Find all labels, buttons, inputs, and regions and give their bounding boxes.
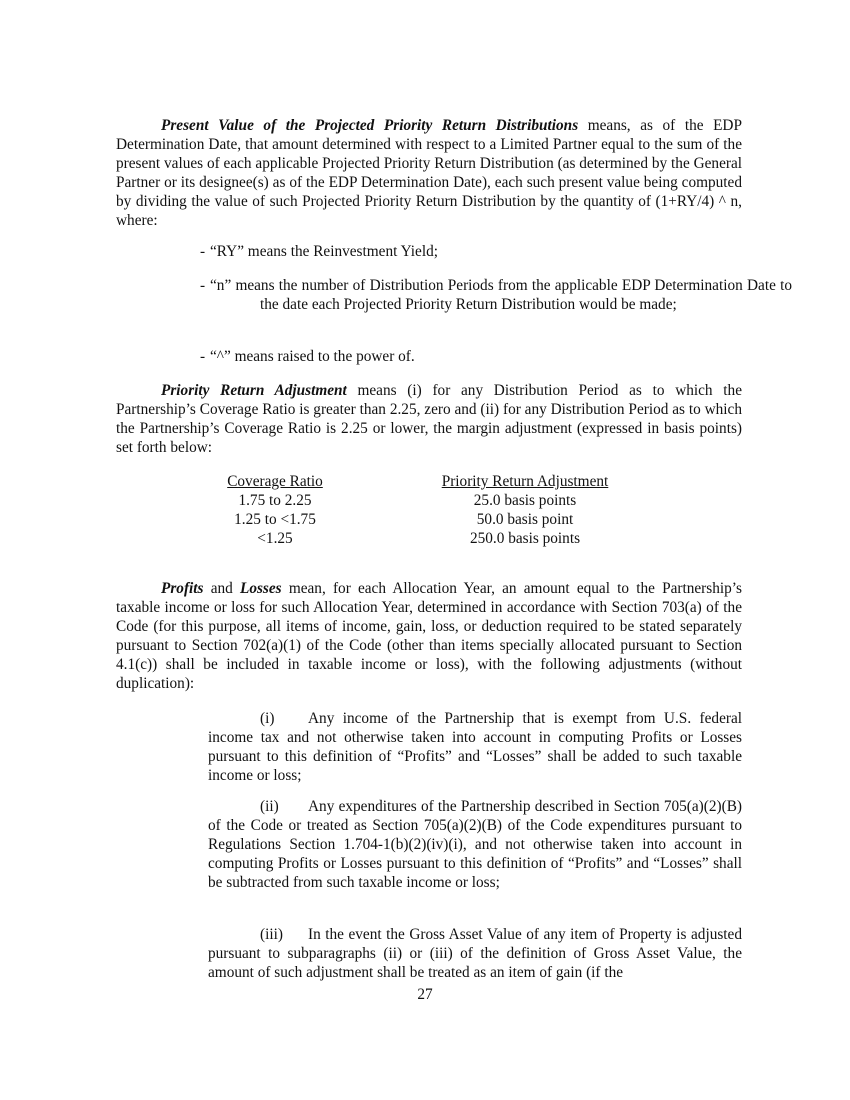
table-row <box>200 510 700 529</box>
subparagraph-i <box>208 709 742 785</box>
bullet-dash: - <box>200 277 206 294</box>
defined-term: Priority Return Adjustment <box>161 382 347 399</box>
coverage-ratio-cell: <1.25 <box>257 530 293 547</box>
subparagraph-ii <box>208 797 742 892</box>
definition-text: means, as of the EDP Determination Date, that amount determined with respect to a Limited Partner equal to the sum of the present values of each applicable Projected Priority Return Distribution (as determined by the General Partner or its designee(s) as of the EDP Determination Date), each such present value being computed by dividing the value of such Projected Priority Return Distribution by the quantity of (1+RY/4) ^ n, where: <box>116 117 742 229</box>
definition-text: means (i) for any Distribution Period as to which the Partnership’s Coverage Ratio is greater than 2.25, zero and (ii) for any Distribution Period as to which the Partnership’s Coverage Ratio is 2.25 or lower, the margin adjustment (expressed in basis points) set forth below: <box>116 382 742 456</box>
coverage-ratio-cell: 1.25 to <1.75 <box>234 511 316 528</box>
table-row <box>200 529 700 548</box>
adjustment-cell: 25.0 basis points <box>473 492 577 509</box>
subparagraph-iii <box>208 925 742 982</box>
defined-term: Present Value of the Projected Priority Return Distributions <box>161 117 579 134</box>
conjunction: and <box>203 580 240 597</box>
subparagraph-text: Any expenditures of the Partnership described in Section 705(a)(2)(B) of the Code or treated as Section 705(a)(2)(B) of the Code expenditures pursuant to Regulations Section 1.704-1(b)(2)(iv)(i), and not otherwise taken into account in computing Profits or Losses pursuant to this definition of “Profits” and “Losses” shall be subtracted from such taxable income or loss; <box>208 798 742 891</box>
subparagraph-number: (i) <box>260 710 275 727</box>
subparagraph-text: In the event the Gross Asset Value of any item of Property is adjusted pursuant to subparagraphs (ii) or (iii) of the definition of Gross Asset Value, the amount of such adjustment shall be treated as an item of gain (if the <box>208 926 742 981</box>
coverage-ratio-table <box>200 472 700 548</box>
bullet-dash: - <box>200 243 206 260</box>
bullet-text: “RY” means the Reinvestment Yield; <box>210 243 438 260</box>
table-header-row <box>200 472 700 491</box>
bullet-item <box>200 347 742 366</box>
page-number: 27 <box>417 986 433 1003</box>
bullet-item <box>200 276 792 333</box>
coverage-ratio-cell: 1.75 to 2.25 <box>238 492 312 509</box>
bullet-item <box>200 242 742 261</box>
bullet-dash: - <box>200 348 206 365</box>
definition-priority-return-adjustment <box>116 381 742 457</box>
defined-term-losses: Losses <box>239 580 282 597</box>
defined-term-profits: Profits <box>161 580 204 597</box>
adjustment-cell: 250.0 basis points <box>469 530 581 547</box>
definition-present-value <box>116 116 742 230</box>
table-row <box>200 491 700 510</box>
definition-profits-losses <box>116 579 742 693</box>
subparagraph-text: Any income of the Partnership that is exempt from U.S. federal income tax and not otherwise taken into account in computing Profits or Losses pursuant to this definition of “Profits” and “Losses” shall be added to such taxable income or loss; <box>208 710 742 784</box>
adjustment-cell: 50.0 basis point <box>476 511 574 528</box>
bullet-text: “n” means the number of Distribution Periods from the applicable EDP Determination Date to the date each Projected Priority Return Distribution would be made; <box>210 277 792 313</box>
bullet-text: “^” means raised to the power of. <box>210 348 415 365</box>
subparagraph-number: (iii) <box>260 926 283 943</box>
column-header-priority-return-adjustment: Priority Return Adjustment <box>441 473 609 490</box>
column-header-coverage-ratio: Coverage Ratio <box>227 473 323 490</box>
definition-text: mean, for each Allocation Year, an amount equal to the Partnership’s taxable income or loss for such Allocation Year, determined in accordance with Section 703(a) of the Code (for this purpose, all items of income, gain, loss, or deduction required to be stated separately pursuant to Section 702(a)(1) of the Code (other than items specially allocated pursuant to Section 4.1(c)) shall be included in taxable income or loss), with the following adjustments (without duplication): <box>116 580 742 692</box>
subparagraph-number: (ii) <box>260 798 279 815</box>
